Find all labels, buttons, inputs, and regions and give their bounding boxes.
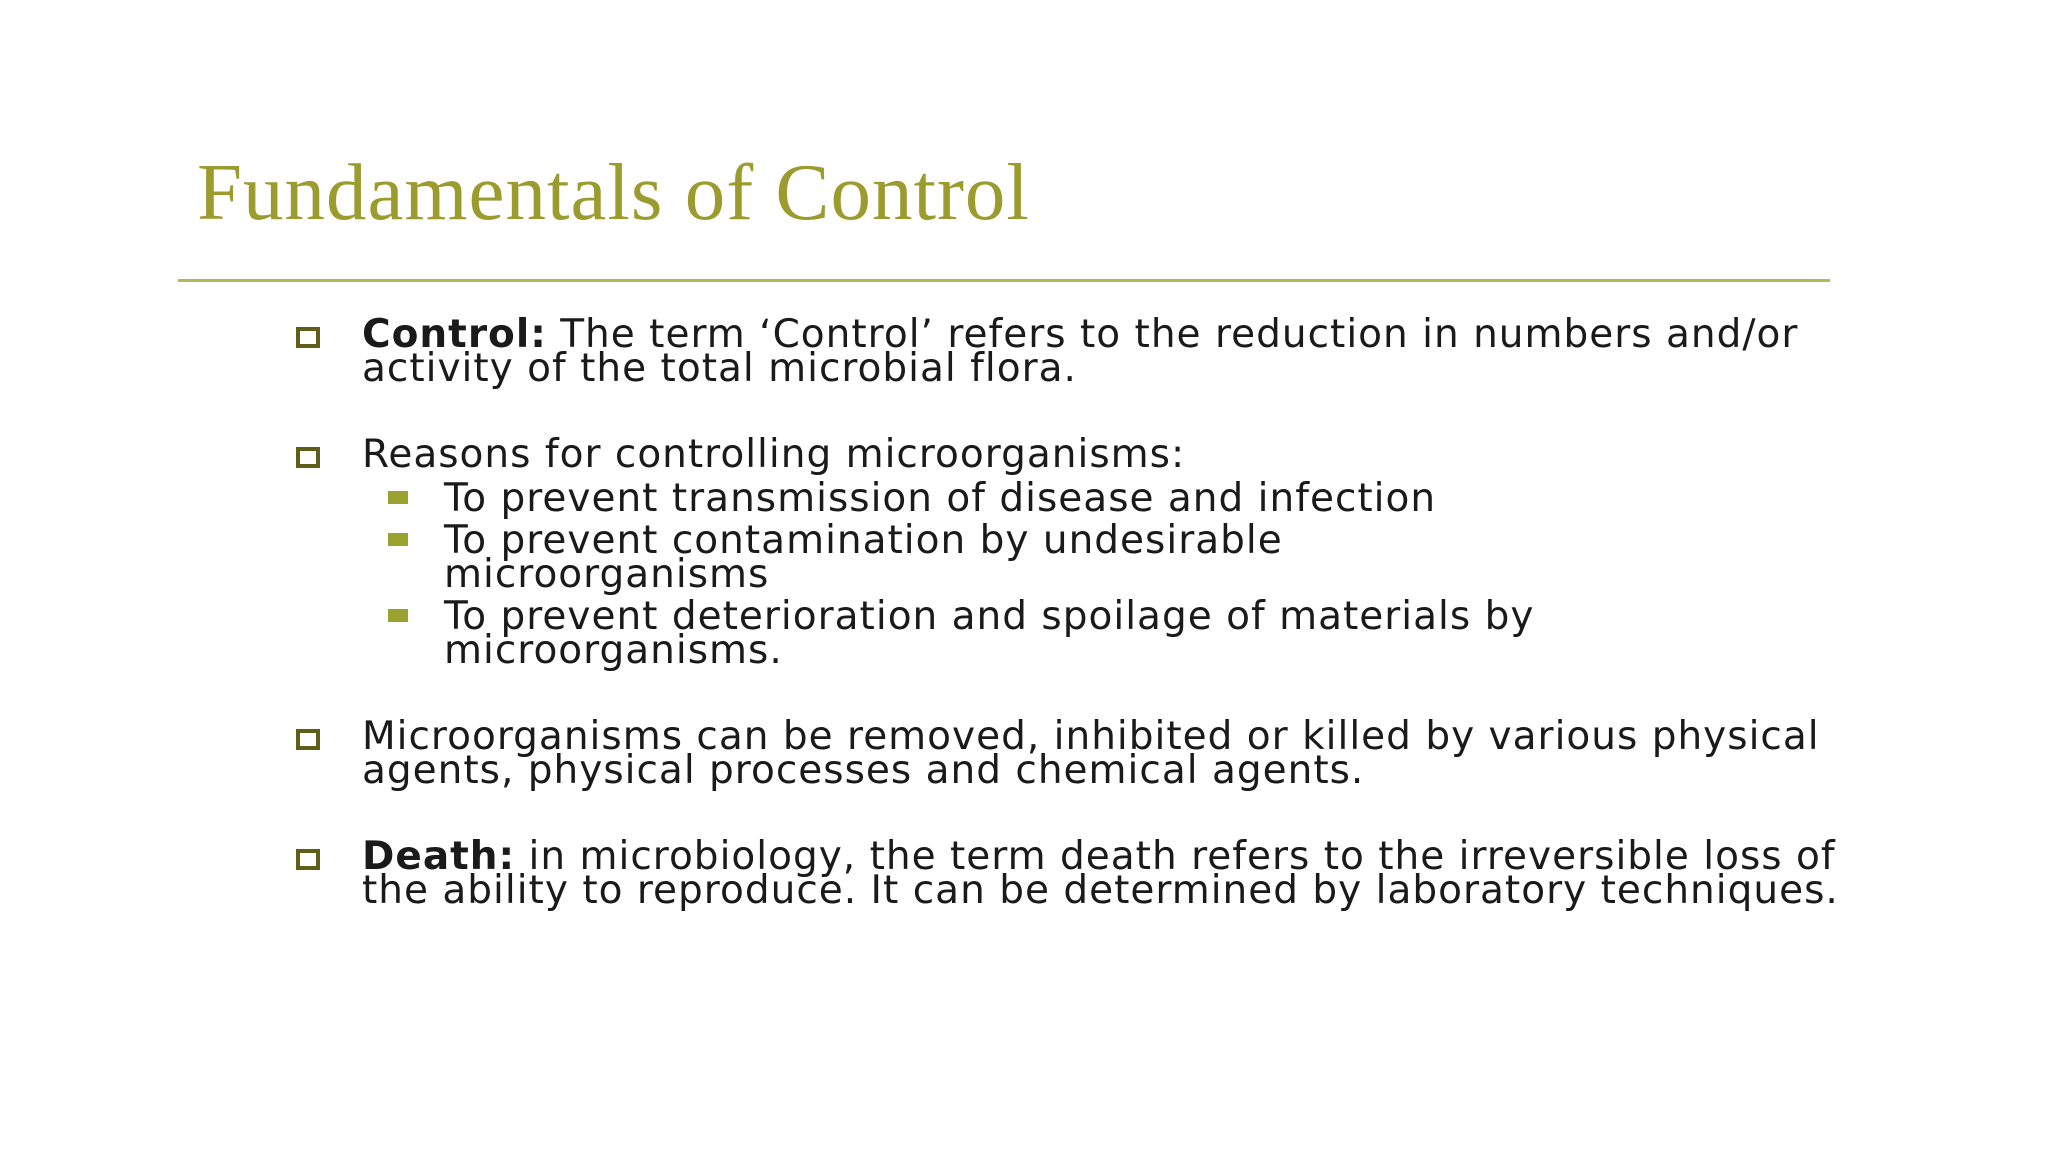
filled-square-bullet-icon [388,533,408,546]
sub-bullet-item [362,476,1876,521]
sub-bullet-text: To prevent deterioration and spoilage of materials by microorganisms. [444,594,1535,673]
sub-bullet-item [362,518,1604,597]
bullet-removal [296,714,1942,793]
sub-bullet-list [362,476,1876,673]
hollow-square-bullet-icon [296,327,320,348]
filled-square-bullet-icon [388,491,408,504]
bullet-lead: Death: [362,834,516,879]
sub-bullet-item [362,594,1844,673]
bullet-text: The term ‘Control’ refers to the reduction in numbers and/or activity of the total microbial flora. [362,312,1799,391]
bullet-lead: Control: [362,312,547,357]
bullet-reasons [296,432,1876,673]
title-divider [178,279,1830,282]
bullet-control [296,312,1882,391]
filled-square-bullet-icon [388,609,408,622]
hollow-square-bullet-icon [296,729,320,750]
bullet-death [296,834,1862,913]
hollow-square-bullet-icon [296,849,320,870]
sub-bullet-text: To prevent contamination by undesirable microorganisms [444,518,1283,597]
bullet-list [296,312,1876,913]
bullet-text: in microbiology, the term death refers to the irreversible loss of the ability to reproduce. It can be determined by laboratory techniques. [362,834,1839,913]
bullet-text: Microorganisms can be removed, inhibited or killed by various physical agents, physical processes and chemical agents. [362,714,1820,793]
hollow-square-bullet-icon [296,447,320,468]
sub-bullet-text: To prevent transmission of disease and infection [444,476,1437,521]
bullet-text: Reasons for controlling microorganisms: [362,432,1186,477]
slide-title: Fundamentals of Control [197,147,1030,237]
